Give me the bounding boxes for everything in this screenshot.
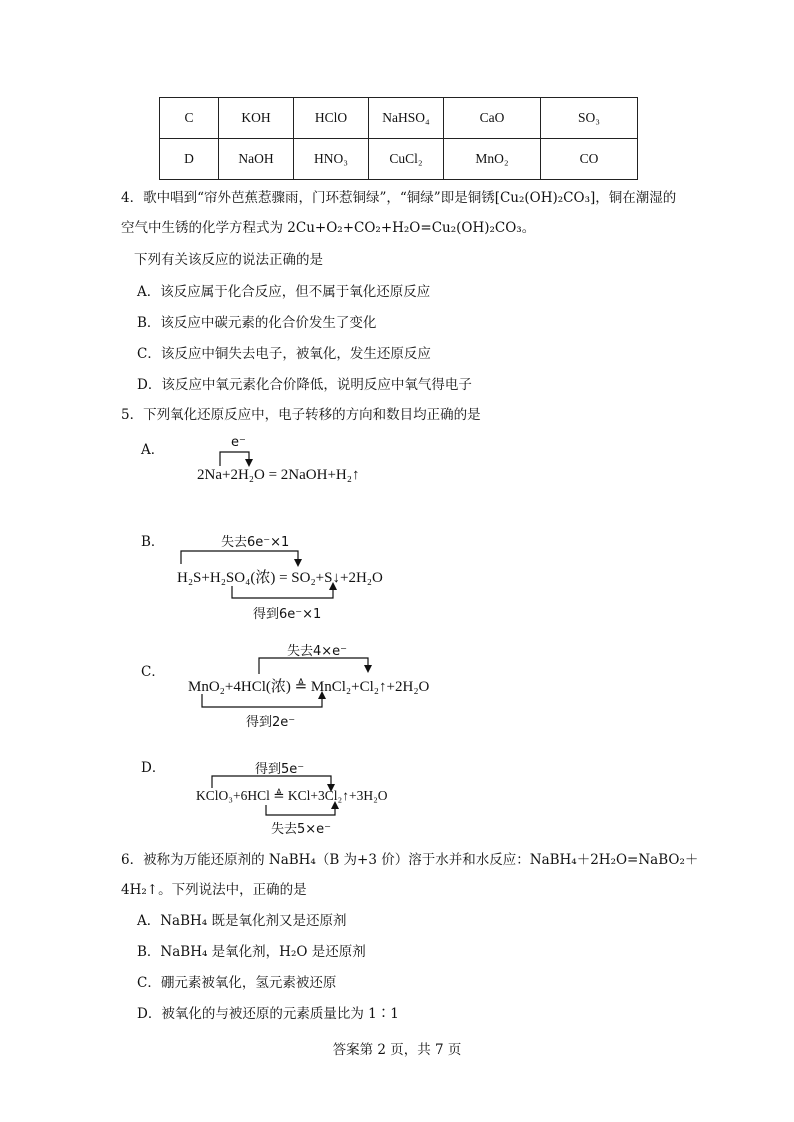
table-cell: CuCl₂ — [369, 139, 444, 180]
q5-d-bottom-label: 失去5×e⁻ — [271, 822, 332, 837]
q4-line1: 4．歌中唱到“帘外芭蕉惹骤雨，门环惹铜绿”，“铜绿”即是铜锈[Cu₂(OH)₂CO₃]，铜在潮湿的 — [121, 190, 677, 206]
q5-b-top-label: 失去6e⁻×1 — [221, 535, 290, 550]
table-cell: SO₃ — [541, 98, 638, 139]
q4-stem: 下列有关该反应的说法正确的是 — [134, 252, 323, 268]
q4-option-b: B．该反应中碳元素的化合价发生了变化 — [137, 315, 377, 331]
table-cell: D — [160, 139, 219, 180]
q5-a-transfer-label: e⁻ — [231, 435, 246, 450]
q5-d-top-label: 得到5e⁻ — [255, 762, 305, 777]
q4-line2: 空气中生锈的化学方程式为 2Cu+O₂+CO₂+H₂O=Cu₂(OH)₂CO₃。 — [121, 220, 536, 236]
q5-b-letter: B． — [141, 534, 165, 550]
q6-line1: 6．被称为万能还原剂的 NaBH₄（B 为+3 价）溶于水并和水反应：NaBH₄＋2H₂O=NaBO₂＋ — [121, 852, 699, 868]
table-cell: KOH — [219, 98, 294, 139]
q5-a-letter: A． — [141, 442, 165, 458]
q6-option-b: B．NaBH₄ 是氧化剂，H₂O 是还原剂 — [137, 944, 366, 960]
table-cell: MnO₂ — [444, 139, 541, 180]
q6-option-a: A．NaBH₄ 既是氧化剂又是还原剂 — [137, 913, 347, 929]
q5-stem: 5．下列氧化还原反应中，电子转移的方向和数目均正确的是 — [121, 407, 481, 423]
q5-d-equation: KClO₃+6HCl ≜ KCl+3Cl₂↑+3H₂O — [196, 788, 388, 803]
table-cell: NaHSO₄ — [369, 98, 444, 139]
q6-option-c: C．硼元素被氧化，氢元素被还原 — [137, 975, 337, 991]
q6-line2: 4H₂↑。下列说法中，正确的是 — [121, 882, 307, 898]
table-cell: C — [160, 98, 219, 139]
q5-c-bottom-label: 得到2e⁻ — [246, 715, 296, 730]
table-cell: HNO₃ — [294, 139, 369, 180]
q5-c-equation: MnO₂+4HCl(浓) ≜ MnCl₂+Cl₂↑+2H₂O — [188, 679, 430, 695]
page-footer: 答案第 2 页，共 7 页 — [332, 1042, 462, 1058]
q6-option-d: D．被氧化的与被还原的元素质量比为 1∶1 — [137, 1006, 399, 1022]
table-cell: NaOH — [219, 139, 294, 180]
q4-option-d: D．该反应中氧元素化合价降低，说明反应中氧气得电子 — [137, 377, 472, 393]
table-cell: CaO — [444, 98, 541, 139]
q4-option-a: A．该反应属于化合反应，但不属于氧化还原反应 — [137, 284, 431, 300]
q5-a-equation: 2Na+2H₂O = 2NaOH+H₂↑ — [197, 467, 360, 483]
table-cell: CO — [541, 139, 638, 180]
q5-d-letter: D． — [141, 760, 166, 776]
table-cell: HClO — [294, 98, 369, 139]
q5-c-top-label: 失去4×e⁻ — [287, 644, 348, 659]
q5-b-equation: H₂S+H₂SO₄(浓) = SO₂+S↓+2H₂O — [177, 570, 383, 586]
q5-b-bottom-label: 得到6e⁻×1 — [253, 607, 322, 622]
q4-option-c: C．该反应中铜失去电子，被氧化，发生还原反应 — [137, 346, 431, 362]
q5-c-letter: C． — [141, 664, 165, 680]
